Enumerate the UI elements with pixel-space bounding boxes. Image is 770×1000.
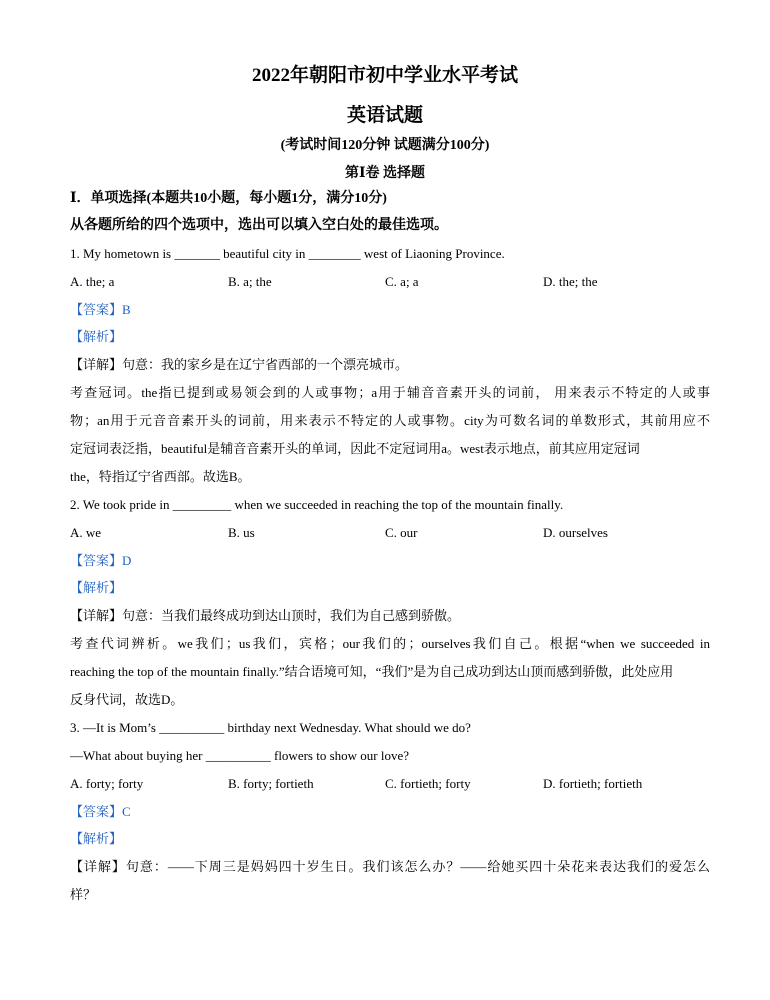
q1-option-d: D. the; the [543,274,598,289]
q2-detail-line: reaching the top of the mountain finally.”结合语境可知，“我们”是为自己成功到达山顶而感到骄傲，此处应用 [70,664,674,679]
q1-detail-line: 定冠词表泛指，beautiful是辅音音素开头的单词，因此不定冠词用a。west表示地点，前其应用定冠词 [70,441,640,456]
q2-answer: 【答案】D [70,553,132,568]
q2-option-d: D. ourselves [543,525,608,540]
q1-detail-line: 【详解】句意：我的家乡是在辽宁省西部的一个漂亮城市。 [70,357,409,372]
question-3-stem-line2: —What about buying her __________ flowers to show our love? [70,748,410,763]
exam-info: (考试时间120分钟 试题满分100分) [280,138,490,153]
section-heading: Ⅰ．单项选择(本题共10小题，每小题1分，满分10分) [70,191,387,206]
q3-analysis-label: 【解析】 [70,831,123,846]
q3-option-d: D. fortieth; fortieth [543,776,643,791]
section-instruction: 从各题所给的四个选项中，选出可以填入空白处的最佳选项。 [70,218,448,233]
q1-detail-line: 物；an用于元音音素开头的词前，用来表示不特定的人或事物。city为可数名词的单数形式，其前用应不 [70,413,710,428]
q2-detail-line: 【详解】句意：当我们最终成功到达山顶时，我们为自己感到骄傲。 [70,608,461,623]
q1-detail-line: the，特指辽宁省西部。故选B。 [70,469,251,484]
q2-option-a: A. we [70,525,102,540]
q1-detail-line: 考查冠词。the指已提到或易领会到的人或事物；a用于辅音音素开头的词前， 用来表示不特定的人或事 [70,385,710,400]
exam-title: 2022年朝阳市初中学业水平考试 [251,65,518,86]
q3-detail-line: 【详解】句意：——下周三是妈妈四十岁生日。我们该怎么办？——给她买四十朵花来表达我们的爱怎么 [70,859,710,874]
question-2-stem: 2. We took pride in _________ when we succeeded in reaching the top of the mountain finally. [70,497,564,512]
volume-heading: 第Ⅰ卷 选择题 [344,166,426,181]
q2-option-b: B. us [228,525,255,540]
q2-detail-line: 考查代词辨析。we我们；us我们，宾格；our我们的；ourselves我们自己。根据“when we succeeded in [70,636,710,651]
q3-answer: 【答案】C [70,804,131,819]
q3-option-a: A. forty; forty [70,776,144,791]
q2-analysis-label: 【解析】 [70,580,123,595]
q1-option-c: C. a; a [385,274,419,289]
q3-option-c: C. fortieth; forty [385,776,471,791]
q1-answer: 【答案】B [70,302,131,317]
q1-analysis-label: 【解析】 [70,329,123,344]
q3-option-b: B. forty; fortieth [228,776,314,791]
question-1-stem: 1. My hometown is _______ beautiful city in ________ west of Liaoning Province. [70,246,505,261]
q2-option-c: C. our [385,525,418,540]
exam-subtitle: 英语试题 [346,105,423,126]
q3-detail-line: 样？ [70,887,97,902]
q2-detail-line: 反身代词，故选D。 [70,692,184,707]
question-3-stem-line1: 3. —It is Mom’s __________ birthday next Wednesday. What should we do? [70,720,471,735]
q1-option-b: B. a; the [228,274,272,289]
q1-option-a: A. the; a [70,274,115,289]
